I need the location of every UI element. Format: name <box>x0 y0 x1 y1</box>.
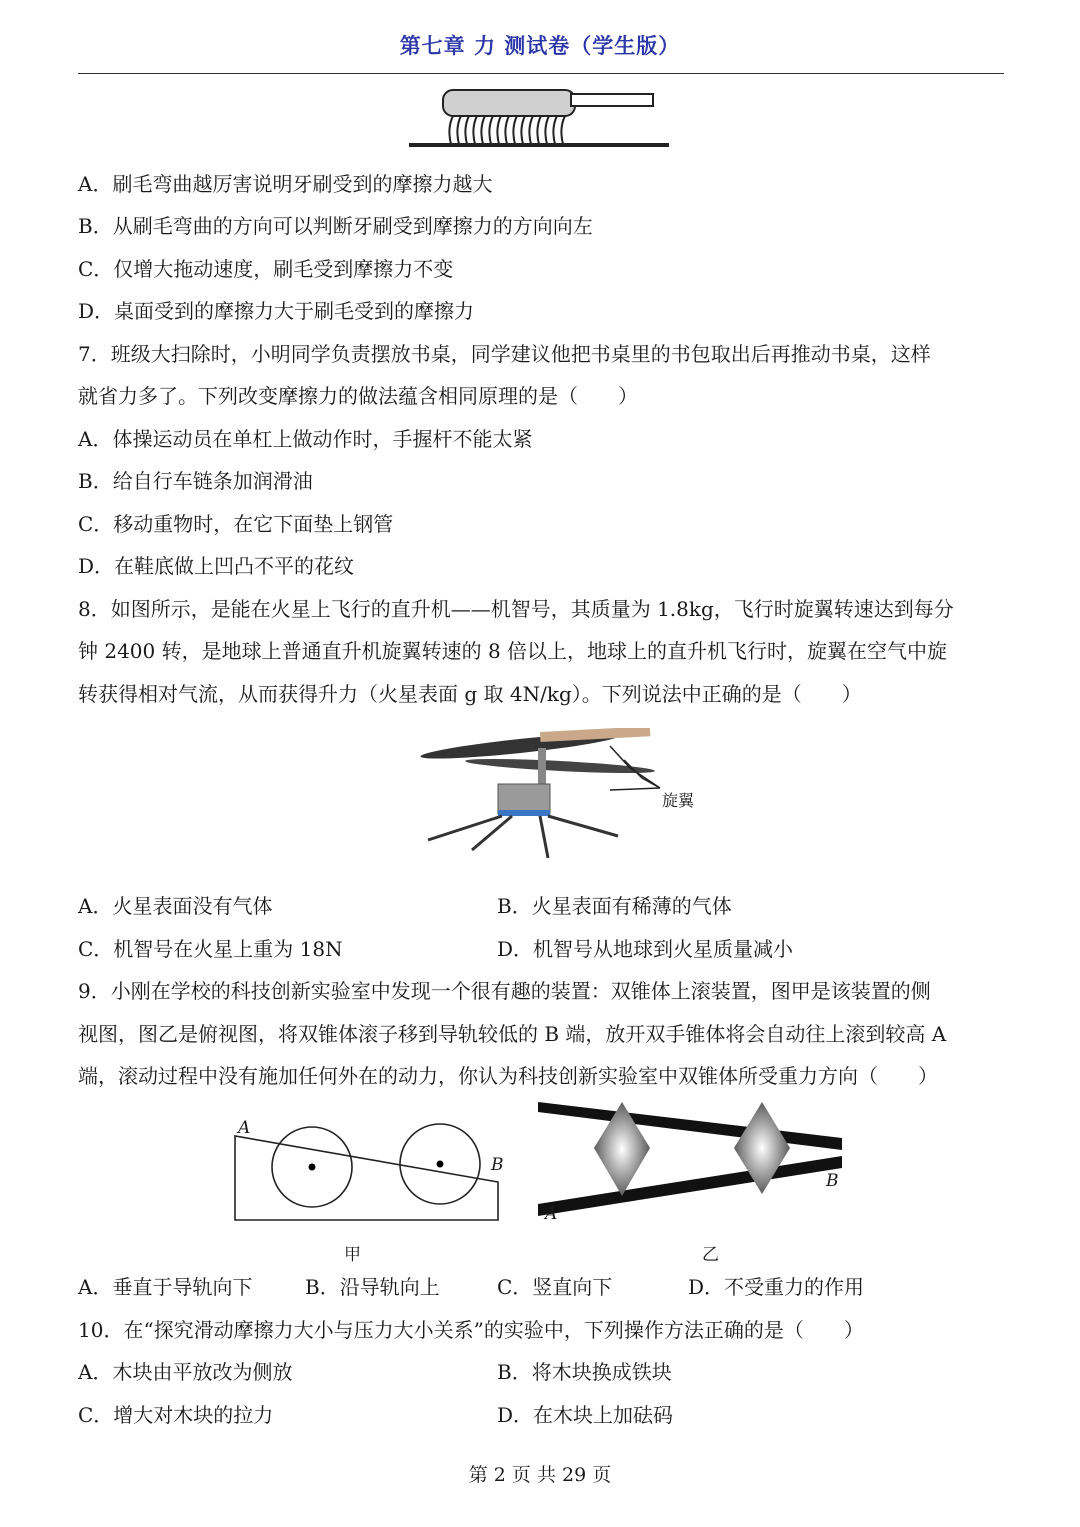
q6-option-a: A．刷毛弯曲越厉害说明牙刷受到的摩擦力越大 <box>78 172 493 196</box>
jia-label-b: B <box>491 1155 504 1175</box>
q8-stem-line1: 8．如图所示，是能在火星上飞行的直升机——机智号，其质量为 1.8kg，飞行时旋翼转速达到每分 <box>78 597 954 621</box>
q8-option-b: B．火星表面有稀薄的气体 <box>497 894 732 918</box>
rotor-label: 旋翼 <box>662 791 695 810</box>
q8-option-d: D．机智号从地球到火星质量减小 <box>497 937 794 961</box>
toothbrush-figure <box>405 86 675 150</box>
q9-stem-line3: 端，滚动过程中没有施加任何外在的动力，你认为科技创新实验室中双锥体所受重力方向（ ） <box>78 1064 938 1088</box>
q8-stem-line3: 转获得相对气流，从而获得升力（火星表面 g 取 4N/kg）。下列说法中正确的是（ ） <box>78 682 862 706</box>
q8-stem-line2: 钟 2400 转，是地球上普通直升机旋翼转速的 8 倍以上，地球上的直升机飞行时，旋翼在空气中旋 <box>78 639 948 663</box>
q9-option-c: C．竖直向下 <box>497 1275 613 1299</box>
q10-option-c: C．增大对木块的拉力 <box>78 1403 274 1427</box>
q10-option-b: B．将木块换成铁块 <box>497 1360 672 1384</box>
q7-stem-line2: 就省力多了。下列改变摩擦力的做法蕴含相同原理的是（ ） <box>78 384 638 408</box>
q9-option-a: A．垂直于导轨向下 <box>78 1275 253 1299</box>
q10-option-d: D．在木块上加砝码 <box>497 1403 674 1427</box>
yi-label-b: B <box>826 1171 839 1191</box>
q9-option-d: D．不受重力的作用 <box>688 1275 865 1299</box>
q9-stem-line1: 9．小刚在学校的科技创新实验室中发现一个很有趣的装置：双锥体上滚装置，图甲是该装置的侧 <box>78 979 931 1003</box>
q8-option-c: C．机智号在火星上重为 18N <box>78 937 343 961</box>
q9-stem-line2: 视图，图乙是俯视图，将双锥体滚子移到导轨较低的 B 端，放开双手锥体将会自动往上滚到较高 A <box>78 1022 947 1046</box>
yi-caption: 乙 <box>702 1245 719 1265</box>
q7-option-b: B．给自行车链条加润滑油 <box>78 469 313 493</box>
q9-option-b: B．沿导轨向上 <box>305 1275 440 1299</box>
q8-option-a: A．火星表面没有气体 <box>78 894 273 918</box>
q7-option-a: A．体操运动员在单杠上做动作时，手握杆不能太紧 <box>78 427 533 451</box>
q10-option-a: A．木块由平放改为侧放 <box>78 1360 293 1384</box>
q10-stem-line1: 10．在“探究滑动摩擦力大小与压力大小关系”的实验中，下列操作方法正确的是（ ） <box>78 1318 864 1342</box>
page-header-title: 第七章 力 测试卷（学生版） <box>399 34 681 58</box>
q7-stem-line1: 7．班级大扫除时，小明同学负责摆放书桌，同学建议他把书桌里的书包取出后再推动书桌，这样 <box>78 342 931 366</box>
q6-option-c: C．仅增大拖动速度，刷毛受到摩擦力不变 <box>78 257 454 281</box>
q7-option-c: C．移动重物时，在它下面垫上钢管 <box>78 512 394 536</box>
q6-option-b: B．从刷毛弯曲的方向可以判断牙刷受到摩擦力的方向向左 <box>78 214 593 238</box>
q6-option-d: D．桌面受到的摩擦力大于刷毛受到的摩擦力 <box>78 299 475 323</box>
page-footer: 第 2 页 共 29 页 <box>468 1464 612 1486</box>
jia-label-a: A <box>238 1118 251 1138</box>
double-cone-side-view-figure <box>230 1112 505 1224</box>
yi-label-a: A <box>545 1204 558 1224</box>
jia-caption: 甲 <box>344 1245 361 1265</box>
double-cone-top-view-figure <box>536 1096 846 1216</box>
header-rule <box>78 73 1004 74</box>
q7-option-d: D．在鞋底做上凹凸不平的花纹 <box>78 554 355 578</box>
